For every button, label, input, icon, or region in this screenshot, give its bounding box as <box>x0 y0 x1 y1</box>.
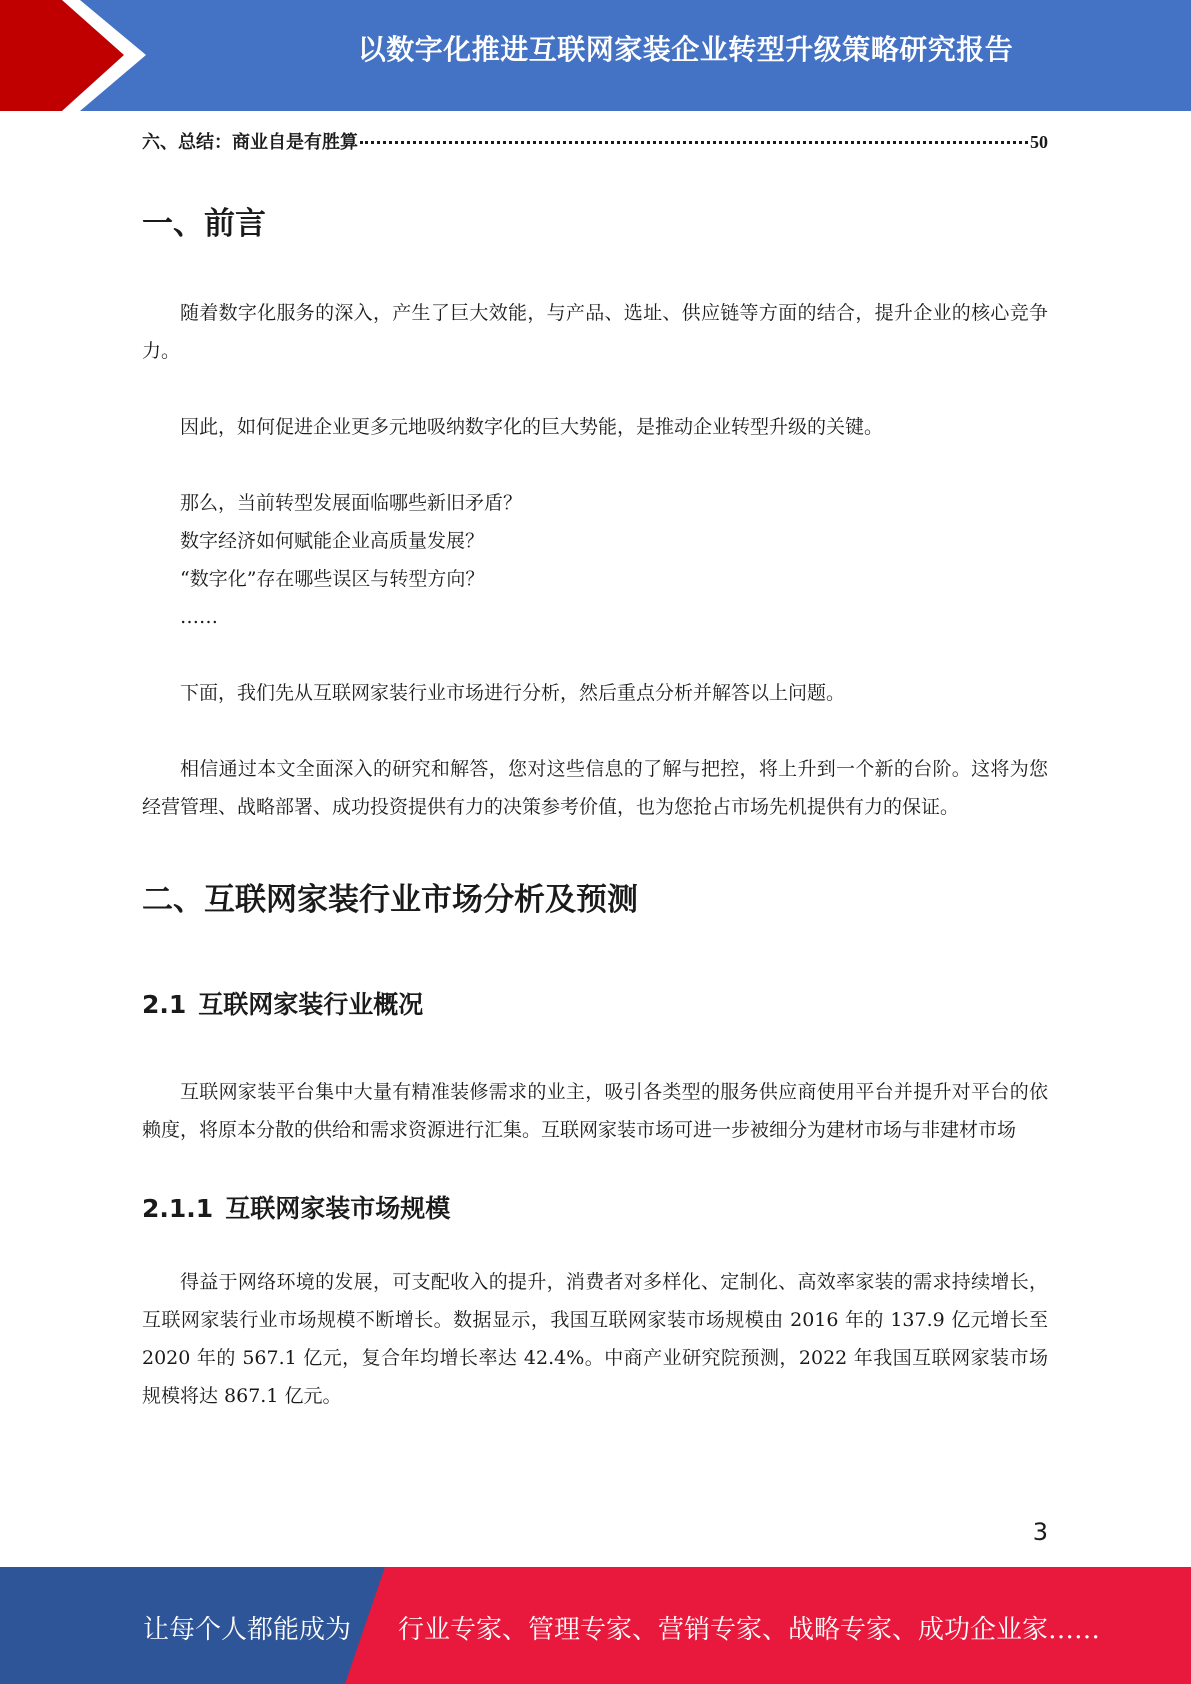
question-item: “数字化”存在哪些误区与转型方向？ <box>180 568 485 590</box>
page-content <box>142 128 1048 1415</box>
report-title: 以数字化推进互联网家装企业转型升级策略研究报告 <box>357 33 1014 66</box>
toc-entry[interactable] <box>142 128 1048 160</box>
subsubsection-number: 2.1.1 <box>142 1194 214 1223</box>
paragraph: 随着数字化服务的深入，产生了巨大效能，与产品、选址、供应链等方面的结合，提升企业的核心竞争力。 <box>142 302 1048 362</box>
question-list <box>142 484 1048 636</box>
paragraph: 得益于网络环境的发展，可支配收入的提升，消费者对多样化、定制化、高效率家装的需求持续增长，互联网家装行业市场规模不断增长。数据显示，我国互联网家装市场规模由 2016 年的 137.9 亿元增长至 2020 年的 567.1 亿元，复合年均增长率达 42.4%。中商产业研究院预测，2022 年我国互联网家装市场规模将达 867.1 亿元。 <box>142 1271 1048 1407</box>
toc-entry-page: 50 <box>1030 132 1048 152</box>
footer-band <box>0 1567 1191 1684</box>
question-item: …… <box>180 606 218 628</box>
subsection-title: 互联网家装行业概况 <box>198 990 424 1019</box>
subsection-number: 2.1 <box>142 990 187 1019</box>
question-item: 那么，当前转型发展面临哪些新旧矛盾？ <box>180 492 523 514</box>
header-band <box>0 0 1191 111</box>
footer-slogan-left: 让每个人都能成为 <box>143 1615 352 1645</box>
paragraph: 下面，我们先从互联网家装行业市场进行分析，然后重点分析并解答以上问题。 <box>180 682 846 704</box>
toc-entry-label: 六、总结：商业自是有胜算 <box>142 132 358 153</box>
subsubsection-title: 互联网家装市场规模 <box>225 1194 451 1223</box>
subsection-heading <box>142 985 1048 1021</box>
subsubsection-heading <box>142 1189 1048 1225</box>
header-arrow-decoration <box>0 0 160 111</box>
section-heading-preface: 一、前言 <box>142 206 266 242</box>
paragraph: 因此，如何促进企业更多元地吸纳数字化的巨大势能，是推动企业转型升级的关键。 <box>180 416 884 438</box>
footer-slogan-right: 行业专家、管理专家、营销专家、战略专家、成功企业家…… <box>398 1615 1101 1645</box>
question-item: 数字经济如何赋能企业高质量发展？ <box>180 530 485 552</box>
toc-leader-dots <box>360 141 1028 144</box>
section-heading-market-analysis: 二、互联网家装行业市场分析及预测 <box>142 882 638 918</box>
paragraph: 相信通过本文全面深入的研究和解答，您对这些信息的了解与把控，将上升到一个新的台阶。这将为您经营管理、战略部署、成功投资提供有力的决策参考价值，也为您抢占市场先机提供有力的保证。 <box>142 758 1048 818</box>
paragraph: 互联网家装平台集中大量有精准装修需求的业主，吸引各类型的服务供应商使用平台并提升对平台的依赖度，将原本分散的供给和需求资源进行汇集。互联网家装市场可进一步被细分为建材市场与非建材市场 <box>142 1081 1048 1141</box>
page-number: 3 <box>1032 1518 1048 1546</box>
